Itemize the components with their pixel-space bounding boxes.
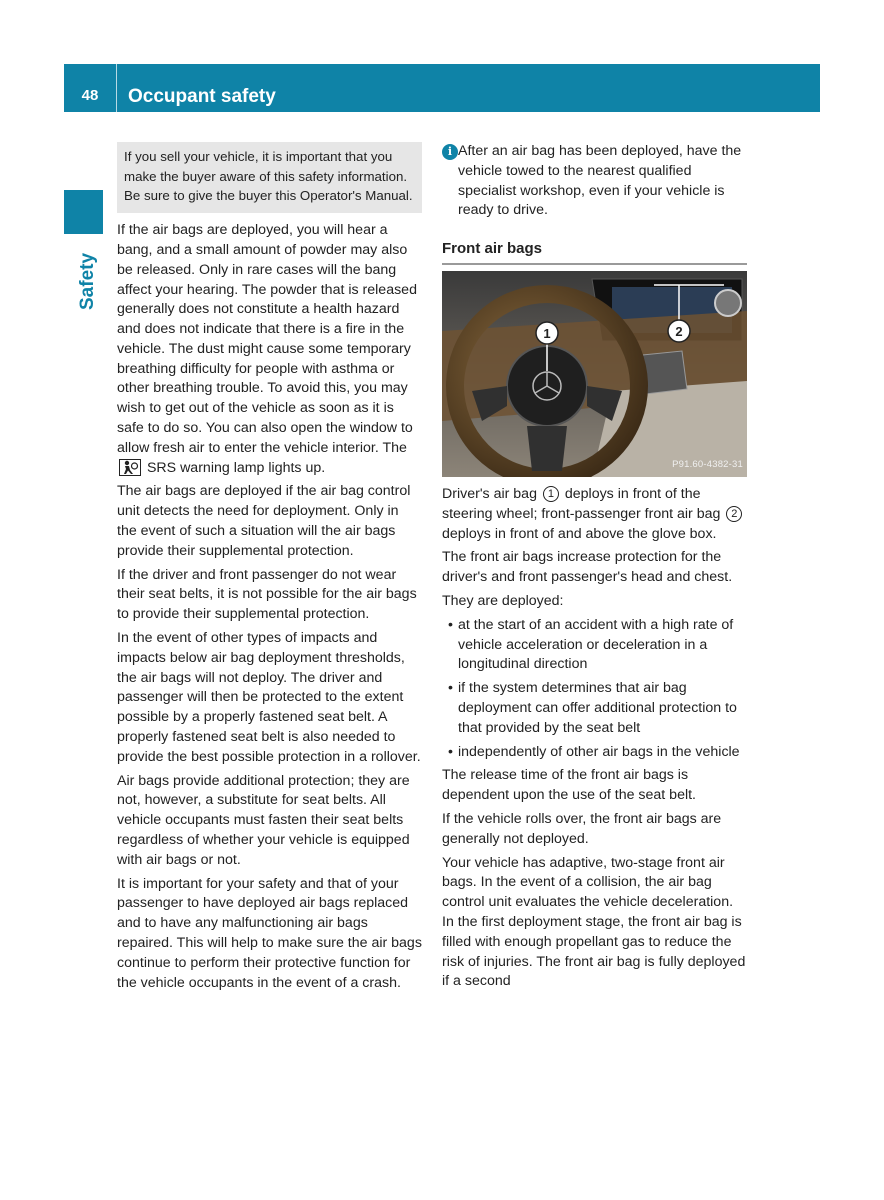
paragraph: In the event of other types of impacts and impacts below air bag deployment thresholds, the air bags will not deploy. The driver and passenger will then be protected to the extent possible by a properly fastened seat belt. A properly fastened seat belt is also needed to provide the best possible protection in a rollover. xyxy=(117,630,421,765)
list-item: • at the start of an accident with a high rate of vehicle acceleration or deceleration in a longitudinal direction xyxy=(442,616,747,675)
info-note xyxy=(442,142,747,221)
note-box: If you sell your vehicle, it is important that you make the buyer aware of this safety information. Be sure to give the buyer this Operator's Manual. xyxy=(117,142,422,213)
caption-text: deploys in front of the steering wheel; front-passenger front air bag xyxy=(442,485,721,522)
paragraph: The front air bags increase protection for the driver's and front passenger's head and chest. xyxy=(442,549,733,586)
header-divider xyxy=(116,64,117,112)
page-number: 48 xyxy=(81,87,99,104)
deployment-conditions-list xyxy=(442,616,747,763)
list-item: • if the system determines that air bag deployment can offer additional protection to that provided by the seat belt xyxy=(442,679,747,738)
callout-1: 1 xyxy=(543,325,551,341)
left-column xyxy=(117,142,422,997)
side-tab xyxy=(50,240,120,310)
page-header xyxy=(64,64,820,112)
page-title: Occupant safety xyxy=(128,86,276,107)
paragraph: It is important for your safety and that of your passenger to have deployed air bags replaced and to have any malfunctioning air bags repaired. This will help to make sure the air bags continue to perform their protective function for the vehicle occupants in the event of a crash. xyxy=(117,875,422,991)
info-text: After an air bag has been deployed, have the vehicle towed to the nearest qualified specialist workshop, even if your vehicle is ready to drive. xyxy=(458,143,742,219)
marker-2: 2 xyxy=(726,506,742,522)
paragraph: If the vehicle rolls over, the front air bags are generally not deployed. xyxy=(442,810,722,847)
paragraph: The release time of the front air bags is dependent upon the use of the seat belt. xyxy=(442,767,697,804)
caption-text: deploys in front of and above the glove box. xyxy=(442,525,717,542)
paragraph xyxy=(117,221,422,478)
airbag-figure xyxy=(442,271,747,477)
list-item: • independently of other air bags in the vehicle xyxy=(442,743,747,763)
paragraph: Your vehicle has adaptive, two-stage front air bags. In the event of a collision, the air bag control unit evaluates the vehicle deceleration. In the first deployment stage, the front air bag is filled with enough propellant gas to reduce the risk of injuries. The front air bag is fully deployed if a second xyxy=(442,854,746,990)
paragraph: The air bags are deployed if the air bag control unit detects the need for deployment. Only in the event of such a situation will the air bags provide their supplemental protection. xyxy=(117,483,411,559)
paragraph-text: SRS warning lamp lights up. xyxy=(146,459,326,476)
paragraph-text: If the air bags are deployed, you will hear a bang, and a small amount of powder may also be released. Only in rare cases will the bang affect your hearing. The powder that is released generally does not constitute a health hazard and does not indicate that there is a fire in the vehicle. The dust might cause some temporary breathing difficulty for people with asthma or other breathing trouble. To avoid this, you may wish to get out of the vehicle as soon as it is safe to do so. You can also open the window to allow fresh air to enter the vehicle interior. The xyxy=(117,222,417,456)
figure-code: P91.60-4382-31 xyxy=(672,459,743,471)
right-column xyxy=(442,142,747,996)
side-tab-label: Safety xyxy=(77,252,98,310)
side-tab-marker xyxy=(64,190,103,234)
callout-2: 2 xyxy=(675,323,683,339)
info-icon: i xyxy=(442,144,458,160)
dashboard-illustration xyxy=(442,271,747,477)
paragraph: Air bags provide additional protection; they are not, however, a substitute for seat belts. All vehicle occupants must fasten their seat belts regardless of whether your vehicle is equipped with air bags or not. xyxy=(117,772,410,868)
paragraph: If the driver and front passenger do not wear their seat belts, it is not possible for the air bags to provide their supplemental protection. xyxy=(117,566,417,623)
figure-caption xyxy=(442,485,747,544)
caption-text: Driver's air bag xyxy=(442,485,537,502)
paragraph: They are deployed: xyxy=(442,592,564,609)
marker-1: 1 xyxy=(543,486,559,502)
airbag-warning-icon xyxy=(119,459,141,476)
section-title: Front air bags xyxy=(442,239,747,265)
